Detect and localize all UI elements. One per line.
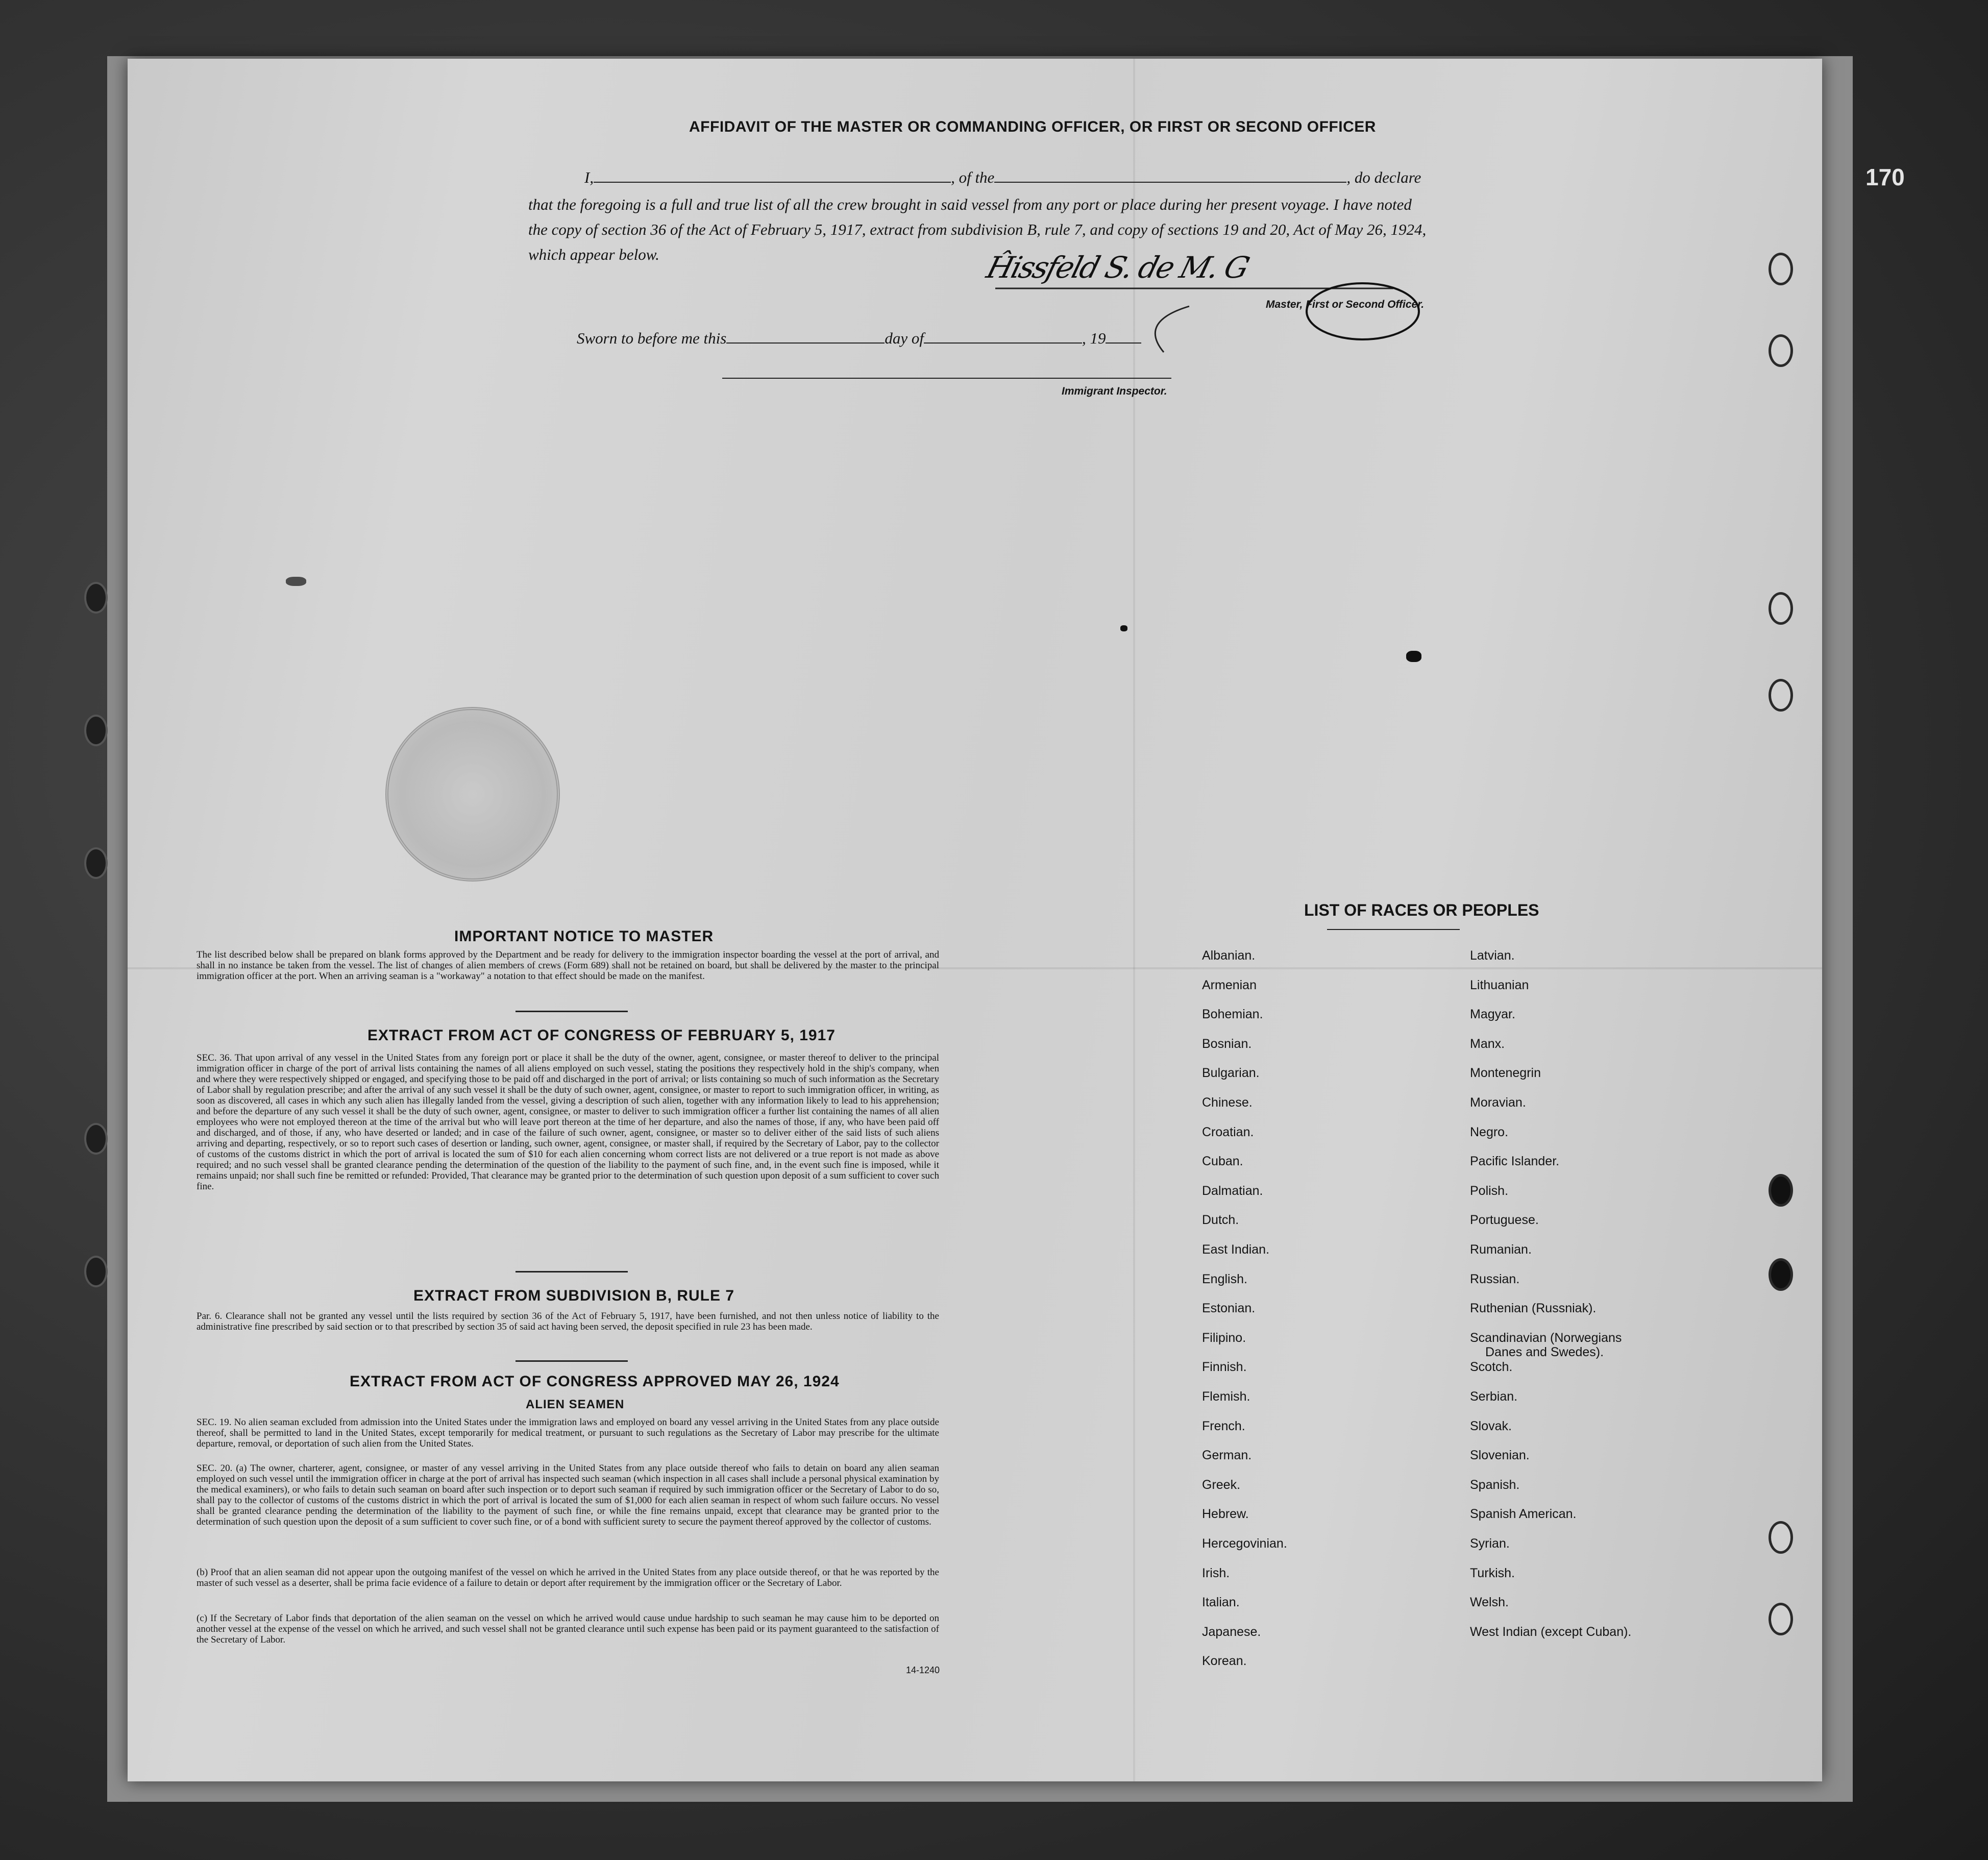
do-declare-label: , do declare: [1346, 168, 1421, 186]
ink-spot: [1120, 625, 1127, 631]
binder-hole-icon: [84, 1256, 108, 1287]
race-item: Rumanian.: [1470, 1242, 1532, 1257]
sworn-line: [577, 329, 1141, 348]
year-blank: [1106, 329, 1141, 344]
notice-title: IMPORTANT NOTICE TO MASTER: [454, 928, 714, 945]
of-the-label: , of the: [951, 168, 995, 186]
race-item: Hebrew.: [1202, 1507, 1249, 1522]
notice-text: The list described below shall be prepared on blank forms approved by the Department and be ready for delivery to the immigration inspector boarding the vessel at the port of arrival, and shall in no instance be taken from the vessel. The list of changes of alien members of crews (Form 689) shall not be retained on board, but shall be delivered by the master to the principal immigration officer at the port. When an arriving seaman is a "workaway" a notation to that effect should be made on the manifest.: [197, 949, 939, 982]
day-of-label: day of: [885, 329, 924, 347]
form-number: 14-1240: [906, 1665, 940, 1675]
year-prefix: , 19: [1082, 329, 1106, 347]
race-item: Estonian.: [1202, 1301, 1256, 1316]
race-item: Negro.: [1470, 1124, 1509, 1139]
inspector-caption: Immigrant Inspector.: [1062, 385, 1167, 397]
page-number: 170: [1866, 164, 1905, 190]
ink-spot: [1406, 651, 1421, 662]
binder-hole-icon: [84, 715, 108, 746]
race-item: Manx.: [1470, 1036, 1505, 1051]
master-signature: Ĥissfeld S. de M. G: [983, 250, 1252, 285]
race-item: Filipino.: [1202, 1330, 1246, 1345]
affidavit-title: AFFIDAVIT OF THE MASTER OR COMMANDING OFFICER, OR FIRST OR SECOND OFFICER: [689, 118, 1376, 135]
sworn-label: Sworn to before me this: [577, 329, 727, 347]
race-item: Flemish.: [1202, 1389, 1250, 1404]
alien-seamen-subtitle: ALIEN SEAMEN: [526, 1398, 625, 1411]
race-item: Korean.: [1202, 1654, 1247, 1669]
race-item: Dalmatian.: [1202, 1183, 1263, 1198]
declaration-line-3: the copy of section 36 of the Act of February 5, 1917, extract from subdivision B, rule 7, and copy of sections 19 and 20, Act of May 26, 1924,: [528, 221, 1427, 238]
race-item: Serbian.: [1470, 1389, 1518, 1404]
race-item: Finnish.: [1202, 1360, 1247, 1375]
declaration-line-4: which appear below.: [528, 246, 659, 263]
vessel-blank: [994, 168, 1346, 183]
punch-hole-icon: [1769, 592, 1793, 625]
rule7-text: Par. 6. Clearance shall not be granted any vessel until the lists required by section 36 of the Act of February 5, 1917, have been furnished, and not then unless notice of liability to the administrative fine prescribed by said section or to that prescribed by section 35 of said act having been served, the deposit specified in rule 23 has been made.: [197, 1311, 939, 1332]
race-item: Cuban.: [1202, 1154, 1243, 1169]
race-item: Dutch.: [1202, 1213, 1239, 1228]
race-item: Danes and Swedes).: [1485, 1344, 1604, 1359]
race-item: Portuguese.: [1470, 1213, 1539, 1228]
sec20b-text: (b) Proof that an alien seaman did not appear upon the outgoing manifest of the vessel on which he arrived in the United States from any place outside thereof, or that he was reported by the master of such vessel as a deserter, shall be prima facie evidence of a failure to detain or deport after requirement by the immigration officer or the Secretary of Labor.: [197, 1567, 939, 1588]
race-item: French.: [1202, 1418, 1245, 1433]
binder-hole-icon: [84, 847, 108, 879]
race-item: East Indian.: [1202, 1242, 1270, 1257]
ink-spot: [286, 577, 306, 586]
declaration-line-1: [584, 168, 1421, 187]
race-item: Russian.: [1470, 1271, 1520, 1286]
month-blank: [924, 329, 1082, 344]
extract-1917-text: SEC. 36. That upon arrival of any vessel in the United States from any foreign port or place it shall be the duty of the owner, agent, consignee, or master thereof to deliver to the principal immigration officer in charge of the port of arrival lists containing the names of all aliens employed on such vessel, stating the positions they respectively hold in the ship's company, when and where they were respectively shipped or engaged, and specifying those to be paid off and discharged in the port of arrival; or lists containing so much of such information as the Secretary of Labor shall by regulation prescribe; and after the arrival of any such vessel it shall be the duty of such owner, agent, consignee, or master to report to such immigration officer, in writing, as soon as discovered, all cases in which any such alien has illegally landed from the vessel, giving a description of such alien, together with any information likely to lead to his apprehension; and before the departure of any such vessel it shall be the duty of such owner, agent, consignee, or master to deliver to such immigration officer a further list containing the names of all alien employees who were not employed thereon at the time of the arrival but who will leave port thereon at the time of her departure, and also the names of those, if any, who have been paid off and discharged, and of those, if any, who have deserted or landed; and in case of the failure of such owner, agent, consignee, or master so to deliver either of the said lists of such aliens arriving and departing, respectively, or so to report such cases of desertion or landing, such owner, agent, consignee, or master shall, if required by the Secretary of Labor, pay to the collector of customs of the customs district in which the port of arrival is located the sum of $10 for each alien concerning whom correct lists are not delivered or a true report is not made as above required; and no such vessel shall be granted clearance pending the determination of the question of the liability to the payment of such fine, and, in the event such fine is imposed, while it remains unpaid; nor shall such fine be remitted or refunded: Provided, That clearance may be granted prior to the determination of such question upon deposit of a sum sufficient to cover such fine.: [197, 1053, 939, 1192]
punch-hole-icon: [1769, 1258, 1793, 1291]
punch-hole-icon: [1769, 679, 1793, 712]
races-title: LIST OF RACES OR PEOPLES: [1304, 901, 1539, 919]
race-item: Slovenian.: [1470, 1448, 1530, 1463]
race-item: Ruthenian (Russniak).: [1470, 1301, 1597, 1316]
race-item: Magyar.: [1470, 1007, 1515, 1022]
extract-1917-title: EXTRACT FROM ACT OF CONGRESS OF FEBRUARY 5, 1917: [367, 1027, 836, 1044]
race-item: Chinese.: [1202, 1095, 1253, 1110]
race-item: Pacific Islander.: [1470, 1154, 1560, 1169]
binder-hole-icon: [84, 1123, 108, 1155]
race-item: West Indian (except Cuban).: [1470, 1624, 1632, 1639]
race-item: Welsh.: [1470, 1595, 1509, 1610]
inspector-signature-line: [722, 378, 1171, 379]
race-item: Spanish American.: [1470, 1507, 1577, 1522]
rule7-title: EXTRACT FROM SUBDIVISION B, RULE 7: [413, 1287, 735, 1304]
extract-1924-title: EXTRACT FROM ACT OF CONGRESS APPROVED MAY 26, 1924: [350, 1373, 840, 1390]
punch-hole-icon: [1769, 253, 1793, 285]
sec20a-text: SEC. 20. (a) The owner, charterer, agent, consignee, or master of any vessel arriving in the United States from any place outside thereof who fails to detain on board any alien seaman employed on such vessel until the immigration officer in charge at the port of arrival has inspected such seaman (which inspection in all cases shall include a personal physical examination by the medical examiners), or who fails to detain such seaman on board after such inspection or to deport such seaman if required by such immigration officer or the Secretary of Labor to do so, shall pay to the collector of customs of the customs district in which the port of arrival is located the sum of $1,000 for each alien seaman in respect of whom such failure occurs. No vessel shall be granted clearance pending the determination of the liability to the payment of such fine, or while the fine remains unpaid, except that clearance may be granted prior to the determination of such question upon the deposit of a sum sufficient to cover such fine, or of a bond with sufficient surety to secure the payment thereof approved by the collector of customs.: [197, 1463, 939, 1527]
race-item: Bosnian.: [1202, 1036, 1252, 1051]
signature-caption: Master, First or Second Officer.: [1266, 299, 1425, 310]
race-item: Turkish.: [1470, 1565, 1515, 1580]
race-item: English.: [1202, 1271, 1247, 1286]
race-item: Scotch.: [1470, 1360, 1513, 1375]
race-item: Slovak.: [1470, 1418, 1512, 1433]
declaration-line-2: that the foregoing is a full and true list of all the crew brought in said vessel from any port or place during her present voyage. I have noted: [528, 195, 1412, 213]
section-divider: [516, 1360, 628, 1362]
race-item: Japanese.: [1202, 1624, 1261, 1639]
race-item: Latvian.: [1470, 948, 1515, 963]
race-item: Polish.: [1470, 1183, 1509, 1198]
race-item: Montenegrin: [1470, 1066, 1541, 1081]
punch-hole-icon: [1769, 1603, 1793, 1635]
race-item: Bohemian.: [1202, 1007, 1263, 1022]
punch-hole-icon: [1769, 1521, 1793, 1554]
i-label: I,: [584, 168, 594, 186]
race-item: Spanish.: [1470, 1477, 1520, 1492]
sec20c-text: (c) If the Secretary of Labor finds that deportation of the alien seaman on the vessel on which he arrived would cause undue hardship to such seaman he may cause him to be deported on another vessel at the expense of the vessel on which he arrived, and such vessel shall not be granted clearance until such expense has been paid or its payment guaranteed to the satisfaction of the Secretary of Labor.: [197, 1613, 939, 1645]
race-item: Italian.: [1202, 1595, 1240, 1610]
race-item: Syrian.: [1470, 1536, 1510, 1551]
punch-hole-icon: [1769, 334, 1793, 367]
race-item: Lithuanian: [1470, 977, 1529, 992]
name-blank: [594, 168, 951, 183]
race-item: Albanian.: [1202, 948, 1256, 963]
binder-hole-icon: [84, 582, 108, 614]
race-item: Greek.: [1202, 1477, 1241, 1492]
race-item: Croatian.: [1202, 1124, 1254, 1139]
race-item: Armenian: [1202, 977, 1257, 992]
race-item: Bulgarian.: [1202, 1066, 1260, 1081]
embossed-seal-icon: [385, 707, 560, 882]
section-divider: [516, 1011, 628, 1012]
race-item: Irish.: [1202, 1565, 1230, 1580]
race-item: Moravian.: [1470, 1095, 1526, 1110]
races-title-underline: [1327, 929, 1460, 930]
punch-hole-icon: [1769, 1174, 1793, 1207]
race-item: Scandinavian (Norwegians: [1470, 1330, 1622, 1345]
section-divider: [516, 1271, 628, 1272]
day-blank: [726, 329, 885, 344]
sec19-text: SEC. 19. No alien seaman excluded from admission into the United States under the immigration laws and employed on board any vessel arriving in the United States from any place outside thereof, shall be permitted to land in the United States, except temporarily for medical treatment, or pursuant to such regulations as the Secretary of Labor may prescribe for the ultimate departure, removal, or deportation of such alien from the United States.: [197, 1417, 939, 1449]
race-item: Hercegovinian.: [1202, 1536, 1287, 1551]
race-item: German.: [1202, 1448, 1252, 1463]
